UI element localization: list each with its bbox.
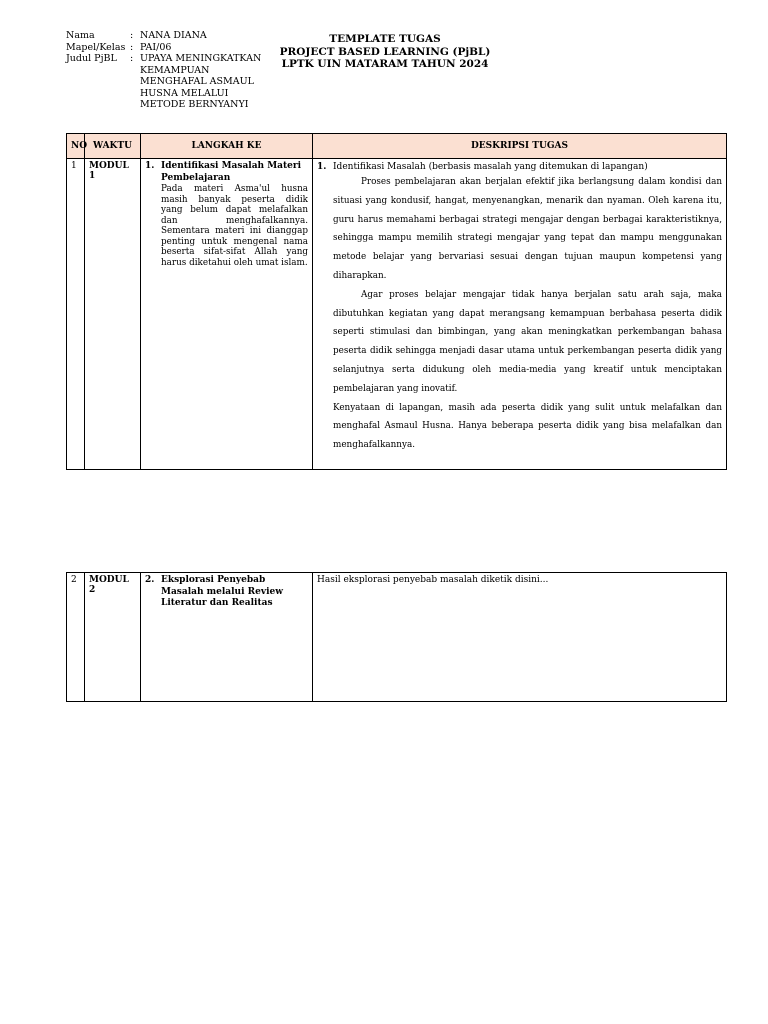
field-nama — [66, 30, 270, 42]
step-description: Pada materi Asma'ul husna masih banyak peserta didik yang belum dapat melafalkan dan menghafalkannya. Sementara materi ini dianggap penting untuk mengenal nama beserta sifat-sifat Allah yang harus diketahui oleh umat islam. — [161, 184, 308, 268]
cell-langkah — [141, 573, 313, 702]
desc-placeholder-text: Hasil eksplorasi penyebab masalah diketik disini... — [317, 575, 549, 585]
document-title — [270, 33, 500, 71]
cell-langkah — [141, 159, 313, 470]
field-label: Mapel/Kelas — [66, 41, 126, 53]
cell-waktu: MODUL 2 — [85, 573, 141, 702]
desc-heading: Identifikasi Masalah (berbasis masalah yang ditemukan di lapangan) — [333, 162, 648, 172]
cell-deskripsi[interactable] — [313, 573, 727, 702]
cell-deskripsi — [313, 159, 727, 470]
column-header-langkah: LANGKAH KE — [141, 134, 313, 159]
step-title: Eksplorasi Penyebab Masalah melalui Review Literatur dan Realitas — [161, 575, 283, 608]
field-separator: : — [130, 41, 134, 53]
step-title: Identifikasi Masalah Materi Pembelajaran — [161, 161, 302, 183]
table-row — [67, 159, 727, 470]
field-value: NANA DIANA — [140, 30, 207, 41]
column-header-deskripsi: DESKRIPSI TUGAS — [313, 134, 727, 159]
title-line: PROJECT BASED LEARNING (PjBL) — [279, 45, 491, 58]
field-value: PAI/06 — [140, 41, 172, 53]
title-line: LPTK UIN MATARAM TAHUN 2024 — [281, 58, 489, 70]
field-label: Nama — [66, 30, 95, 41]
table-header-row — [67, 134, 727, 159]
desc-paragraph: Kenyataan di lapangan, masih ada peserta didik yang sulit untuk melafalkan dan menghafal Asmaul Husna. Hanya beberapa peserta didik yang bisa melafalkan dan menghafalkannya. — [333, 402, 722, 451]
field-value: UPAYA MENINGKATKAN KEMAMPUAN MENGHAFAL ASMAUL HUSNA MELALUI METODE BERNYANYI — [140, 53, 262, 110]
field-separator: : — [130, 53, 134, 64]
cell-waktu: MODUL 1 — [85, 159, 141, 470]
cell-no: 1 — [67, 159, 85, 470]
field-judul-pjbl — [66, 53, 270, 111]
task-table-modul-2 — [66, 572, 727, 702]
task-table-modul-1 — [66, 133, 727, 470]
step-number: 2. — [145, 575, 155, 585]
field-separator: : — [130, 30, 134, 41]
identity-block — [66, 30, 270, 111]
desc-paragraph: Proses pembelajaran akan berjalan efektif jika berlangsung dalam kondisi dan situasi yang kondusif, hangat, menyenangkan, menarik dan nyaman. Oleh karena itu, guru harus memahami berbagai strategi mengajar dengan berbagai karakteristiknya, sehingga mampu memilih strategi mengajar yang tepat dan mampu menggunakan metode belajar yang bervariasi sesuai dengan tujuan maupun kompetensi yang diharapkan. — [333, 177, 722, 281]
field-mapel-kelas — [66, 42, 270, 54]
step-number: 1. — [145, 161, 155, 171]
column-header-no: NO — [67, 134, 85, 159]
column-header-waktu: WAKTU — [85, 134, 141, 159]
table-row — [67, 573, 727, 702]
desc-paragraph: Agar proses belajar mengajar tidak hanya berjalan satu arah saja, maka dibutuhkan kegiatan yang dapat merangsang kemampuan berbahasa peserta didik seperti stimulasi dan bimbingan, yang akan meningkatkan perkembangan bahasa peserta didik sehingga menjadi dasar utama untuk perkembangan peserta didik yang selanjutnya serta didukung oleh media-media yang kreatif untuk menciptakan pembelajaran yang inovatif. — [333, 289, 722, 394]
title-line: TEMPLATE TUGAS — [329, 33, 441, 45]
field-label: Judul PjBL — [66, 53, 117, 64]
desc-number: 1. — [317, 162, 327, 172]
cell-no: 2 — [67, 573, 85, 702]
